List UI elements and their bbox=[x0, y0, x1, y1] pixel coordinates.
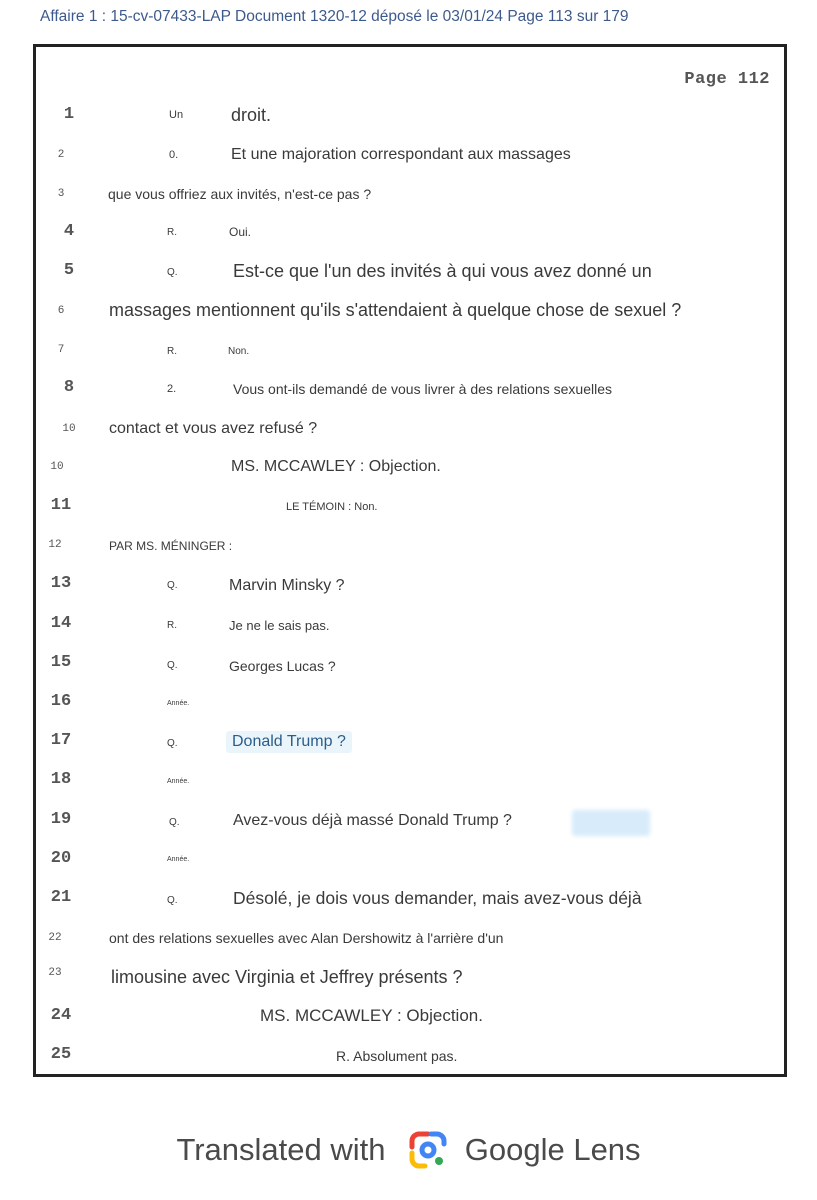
google-lens-icon bbox=[408, 1130, 448, 1170]
line-text: massages mentionnent qu'ils s'attendaient à quelque chose de sexuel ? bbox=[109, 300, 682, 320]
speaker-tag: Q. bbox=[167, 738, 178, 749]
translation-footer bbox=[0, 1130, 817, 1170]
line-number: 13 bbox=[50, 574, 72, 593]
line-number: 18 bbox=[50, 770, 72, 789]
line-number: 11 bbox=[50, 496, 72, 515]
line-number: 10 bbox=[50, 461, 64, 473]
line-text: droit. bbox=[231, 105, 272, 125]
line-text: Est-ce que l'un des invités à qui vous avez donné un bbox=[233, 261, 652, 281]
line-number: 15 bbox=[50, 653, 72, 672]
speaker-tag: 0. bbox=[169, 149, 179, 161]
line-text: limousine avec Virginia et Jeffrey présents ? bbox=[111, 967, 463, 987]
line-number: 6 bbox=[57, 305, 65, 317]
line-text: Et une majoration correspondant aux massages bbox=[231, 146, 571, 163]
speaker-tag: Q. bbox=[167, 660, 178, 671]
line-number: 24 bbox=[50, 1006, 72, 1025]
line-text: que vous offriez aux invités, n'est-ce pas ? bbox=[108, 186, 372, 202]
page-number: Page 112 bbox=[684, 70, 770, 89]
line-text: Je ne le sais pas. bbox=[229, 618, 330, 633]
transcript-page bbox=[33, 44, 787, 1077]
line-number: 3 bbox=[57, 188, 65, 200]
line-text: Marvin Minsky ? bbox=[229, 577, 345, 594]
line-number: 23 bbox=[48, 967, 62, 979]
line-text: Non. bbox=[228, 346, 250, 357]
redaction-blur bbox=[572, 810, 650, 836]
speaker-tag: Année. bbox=[167, 778, 190, 785]
line-text: Désolé, je dois vous demander, mais avez-vous déjà bbox=[233, 888, 642, 908]
footer-brand: Google Lens bbox=[464, 1132, 641, 1167]
line-text: Avez-vous déjà massé Donald Trump ? bbox=[233, 812, 512, 829]
line-number: 22 bbox=[48, 932, 62, 944]
line-text: MS. MCCAWLEY : Objection. bbox=[231, 458, 441, 475]
line-text: MS. MCCAWLEY : Objection. bbox=[260, 1006, 483, 1025]
line-text: PAR MS. MÉNINGER : bbox=[109, 539, 233, 553]
speaker-tag: 2. bbox=[167, 383, 177, 395]
line-number: 12 bbox=[48, 539, 62, 551]
line-number: 25 bbox=[50, 1045, 72, 1064]
speaker-tag: Année. bbox=[167, 700, 190, 707]
line-number: 2 bbox=[57, 149, 65, 161]
line-number: 10 bbox=[62, 423, 76, 435]
line-number: 5 bbox=[63, 261, 75, 280]
line-number: 4 bbox=[63, 222, 75, 241]
line-number: 1 bbox=[63, 105, 75, 124]
line-text: Georges Lucas ? bbox=[229, 658, 336, 674]
speaker-tag: Q. bbox=[167, 580, 178, 591]
line-number: 14 bbox=[50, 614, 72, 633]
highlighted-line-text: Donald Trump ? bbox=[226, 731, 352, 753]
speaker-tag: Année. bbox=[167, 856, 190, 863]
speaker-tag: Un bbox=[169, 109, 184, 121]
speaker-tag: Q. bbox=[167, 895, 178, 906]
line-number: 19 bbox=[50, 810, 72, 829]
speaker-tag: R. bbox=[167, 620, 177, 631]
footer-prefix: Translated with bbox=[176, 1132, 386, 1167]
line-text: contact et vous avez refusé ? bbox=[109, 420, 318, 437]
line-number: 7 bbox=[57, 344, 65, 356]
line-number: 21 bbox=[50, 888, 72, 907]
speaker-tag: R. bbox=[167, 346, 177, 357]
line-text: ont des relations sexuelles avec Alan Dershowitz à l'arrière d'un bbox=[109, 930, 504, 946]
speaker-tag: R. bbox=[167, 227, 177, 238]
line-text: Vous ont-ils demandé de vous livrer à des relations sexuelles bbox=[233, 381, 612, 397]
line-text: Oui. bbox=[229, 225, 252, 239]
line-text: R. Absolument pas. bbox=[336, 1048, 458, 1064]
line-text: LE TÉMOIN : Non. bbox=[286, 501, 378, 513]
speaker-tag: Q. bbox=[169, 817, 180, 828]
line-number: 20 bbox=[50, 849, 72, 868]
document-header: Affaire 1 : 15-cv-07433-LAP Document 1320-12 déposé le 03/01/24 Page 113 sur 179 bbox=[40, 8, 629, 25]
line-number: 8 bbox=[63, 378, 75, 397]
line-number: 17 bbox=[50, 731, 72, 750]
speaker-tag: Q. bbox=[167, 267, 178, 278]
line-number: 16 bbox=[50, 692, 72, 711]
